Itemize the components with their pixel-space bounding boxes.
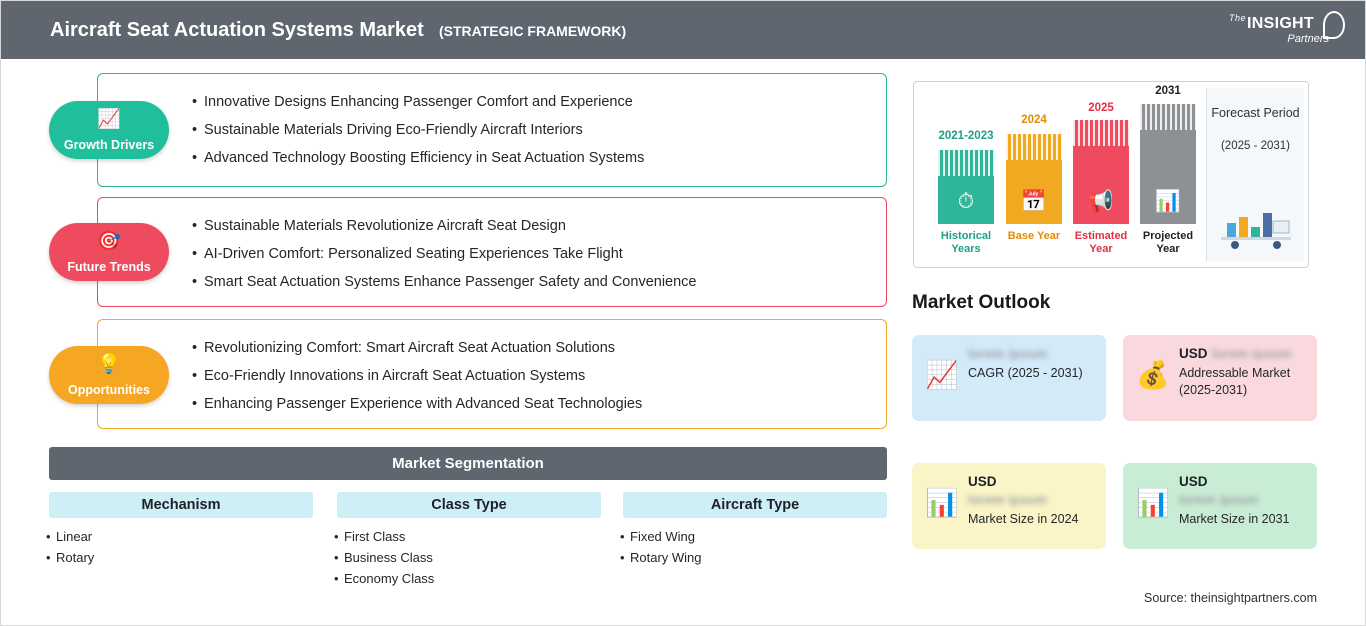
list-item: • Eco-Friendly Innovations in Aircraft Seat Actuation Systems (204, 362, 870, 390)
timeline-bar (1140, 104, 1196, 224)
outlook-card-label: Market Size in 2024 (968, 512, 1079, 526)
segmentation-column-header-class-type: Class Type (337, 492, 601, 518)
header-bar (1, 1, 1366, 59)
page-title: Aircraft Seat Actuation Systems Market (50, 19, 424, 41)
segmentation-list-mechanism (46, 526, 94, 568)
timeline-bar (1006, 134, 1062, 224)
timeline-caption: Base Year (1007, 230, 1061, 242)
list-item: • Rotary (46, 547, 94, 568)
list-item: • Linear (46, 526, 94, 547)
timeline-year-label: 2021-2023 (938, 130, 994, 142)
insight-partners-logo (1229, 11, 1345, 49)
page-subtitle: (STRATEGIC FRAMEWORK) (439, 23, 627, 39)
outlook-card-cagr (912, 335, 1106, 421)
market-size-icon: 📊 (925, 488, 959, 518)
logo-the-text: The (1229, 13, 1247, 23)
projection-chart-icon: 📊 (1154, 190, 1182, 213)
growth-drivers-list (98, 74, 886, 172)
currency-label: USD (1179, 346, 1208, 361)
market-outlook-title: Market Outlook (912, 292, 1051, 313)
megaphone-icon: 📢 (1087, 190, 1115, 213)
timeline-bar (1073, 120, 1129, 224)
list-item: • First Class (334, 526, 434, 547)
forecast-period-panel (1206, 88, 1304, 261)
list-item: • Sustainable Materials Driving Eco-Friendly Aircraft Interiors (204, 116, 870, 144)
source-attribution: Source: theinsightpartners.com (1143, 591, 1317, 605)
list-item: • Innovative Designs Enhancing Passenger Comfort and Experience (204, 88, 870, 116)
timeline-bar-stripes (938, 150, 994, 176)
logo-droplet-icon (1323, 11, 1345, 39)
forecast-period-title: Forecast Period (1211, 106, 1300, 120)
outlook-card-label: CAGR (2025 - 2031) (968, 366, 1083, 380)
badge-opportunities (49, 346, 169, 404)
segmentation-column-header-aircraft-type: Aircraft Type (623, 492, 887, 518)
timeline-bar-stripes (1140, 104, 1196, 130)
currency-label: USD (1179, 474, 1208, 489)
logo-partners-text: Partners (1287, 33, 1329, 45)
cagr-value-blurred: lorem ipsum (968, 346, 1048, 361)
panel-opportunities (97, 319, 887, 429)
calendar-icon: 📅 (1020, 190, 1048, 213)
badge-future-trends (49, 223, 169, 281)
list-item: • Economy Class (334, 568, 434, 589)
panel-growth-drivers (97, 73, 887, 187)
panel-future-trends (97, 197, 887, 307)
badge-growth-drivers (49, 101, 169, 159)
addressable-market-value-blurred: lorem ipsum (1211, 346, 1292, 361)
list-item: • Business Class (334, 547, 434, 568)
outlook-card-addressable-market (1123, 335, 1317, 421)
timeline-year-label: 2025 (1088, 102, 1114, 114)
list-item: • AI-Driven Comfort: Personalized Seating Experiences Take Flight (204, 240, 870, 268)
timeline-bar-stripes (1006, 134, 1062, 160)
list-item: • Enhancing Passenger Experience with Advanced Seat Technologies (204, 390, 870, 418)
outlook-card-market-size-2024 (912, 463, 1106, 549)
market-size-icon: 📊 (1136, 488, 1170, 518)
list-item: • Fixed Wing (620, 526, 702, 547)
dollar-badge-icon: 💰 (1136, 360, 1170, 390)
forecast-period-range: (2025 - 2031) (1220, 140, 1291, 152)
market-segmentation-title: Market Segmentation (49, 447, 887, 480)
timeline-caption: Historical Years (940, 230, 992, 255)
list-item: • Rotary Wing (620, 547, 702, 568)
timeline-bar-stripes (1073, 120, 1129, 146)
list-item: • Sustainable Materials Revolutionize Aircraft Seat Design (204, 212, 870, 240)
timeline-caption: Projected Year (1142, 230, 1194, 255)
timeline-caption: Estimated Year (1074, 230, 1128, 255)
outlook-card-market-size-2031 (1123, 463, 1317, 549)
target-icon: 🎯 (97, 231, 121, 252)
badge-label: Growth Drivers (63, 138, 155, 152)
growth-chart-icon: 📈 (925, 360, 959, 390)
market-size-2024-value-blurred: lorem ipsum (968, 492, 1048, 507)
currency-label: USD (968, 474, 997, 489)
forecast-timeline (913, 81, 1309, 268)
outlook-card-label: Addressable Market (2025-2031) (1179, 366, 1291, 397)
analytics-illustration-icon (1215, 207, 1297, 253)
timeline-bar (938, 150, 994, 224)
segmentation-column-header-mechanism: Mechanism (49, 492, 313, 518)
logo-insight-text: INSIGHT (1247, 15, 1314, 32)
future-trends-list (98, 198, 886, 296)
timeline-year-label: 2024 (1021, 114, 1047, 126)
market-size-2031-value-blurred: lorem ipsum (1179, 492, 1259, 507)
bar-chart-up-icon: 📈 (97, 109, 121, 130)
list-item: • Advanced Technology Boosting Efficiency in Seat Actuation Systems (204, 144, 870, 172)
list-item: • Revolutionizing Comfort: Smart Aircraft Seat Actuation Solutions (204, 334, 870, 362)
segmentation-list-class-type (334, 526, 434, 589)
timeline-year-label: 2031 (1155, 85, 1181, 97)
history-clock-icon: ⏱ (957, 190, 975, 213)
outlook-card-label: Market Size in 2031 (1179, 512, 1290, 526)
badge-label: Opportunities (68, 383, 150, 397)
lightbulb-icon: 💡 (97, 354, 121, 375)
segmentation-list-aircraft-type (620, 526, 702, 568)
badge-label: Future Trends (67, 260, 151, 274)
list-item: • Smart Seat Actuation Systems Enhance Passenger Safety and Convenience (204, 268, 870, 296)
opportunities-list (98, 320, 886, 418)
